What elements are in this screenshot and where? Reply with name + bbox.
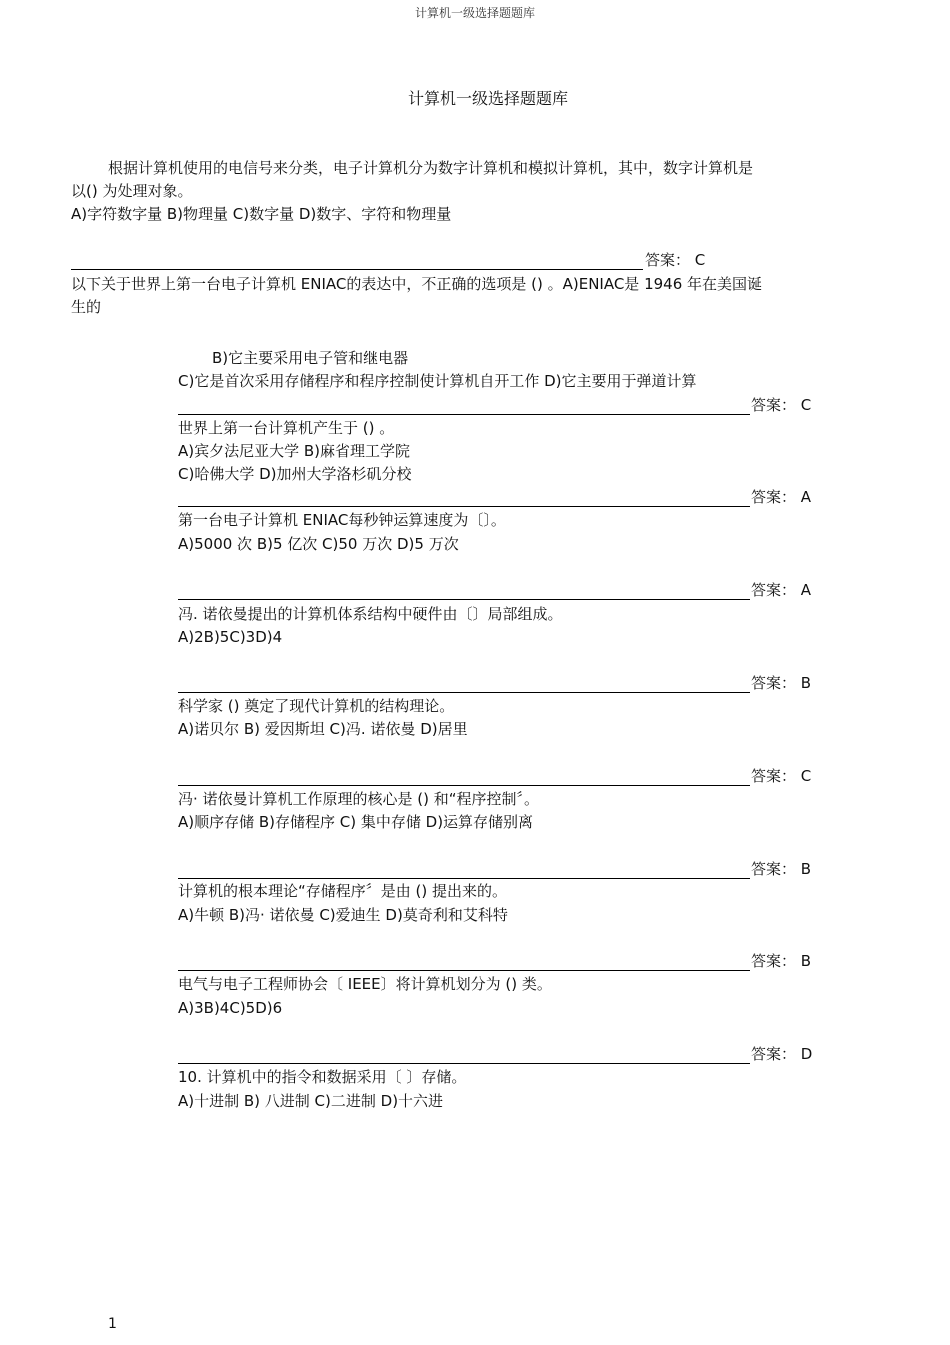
answer-rule [178,970,750,971]
answer-rule [178,1063,750,1064]
answer-label: 答案： B [751,952,812,970]
question-text: 冯· 诺依曼计算机工作原理的核心是 () 和“程序控制〞。 [178,790,540,808]
answer-label: 答案： B [751,860,812,878]
answer-label: 答案： C [751,767,812,785]
page-title: 计算机一级选择题题库 [407,89,568,108]
question-options: C)哈佛大学 D)加州大学洛杉矶分校 [178,465,412,483]
question-text: 生的 [71,298,102,316]
answer-rule [178,414,750,415]
answer-rule [178,785,750,786]
answer-rule [71,269,643,270]
answer-label: 答案： B [751,674,812,692]
question-text: 世界上第一台计算机产生于 () 。 [178,419,395,437]
question-options: A)十进制 B) 八进制 C)二进制 D)十六进 [178,1092,444,1110]
question-text: 冯. 诺依曼提出的计算机体系结构中硬件由〔〕局部组成。 [178,605,563,623]
question-text: 计算机的根本理论“存储程序〞是由 () 提出来的。 [178,882,508,900]
question-text: 以() 为处理对象。 [71,182,193,200]
page-number: 1 [108,1316,117,1332]
running-header: 计算机一级选择题题库 [414,6,535,20]
question-options: C)它是首次采用存储程序和程序控制使计算机自开工作 D)它主要用于弹道计算 [178,372,697,390]
question-options: A)顺序存储 B)存储程序 C) 集中存储 D)运算存储别离 [178,813,534,831]
answer-rule [178,692,750,693]
answer-rule [178,599,750,600]
question-options: A)宾夕法尼亚大学 B)麻省理工学院 [178,442,411,460]
question-text: 电气与电子工程师协会〔 IEEE〕将计算机划分为 () 类。 [178,975,552,993]
answer-rule [178,506,750,507]
question-options: A)诺贝尔 B) 爱因斯坦 C)冯. 诺依曼 D)居里 [178,720,468,738]
answer-label: 答案： A [751,581,812,599]
answer-label: 答案： C [645,251,706,269]
answer-label: 答案： A [751,488,812,506]
question-options: A)牛顿 B)冯· 诺依曼 C)爱迪生 D)莫奇利和艾科特 [178,906,508,924]
question-options: A)3B)4C)5D)6 [178,999,283,1017]
answer-label: 答案： D [751,1045,813,1063]
question-text: 以下关于世界上第一台电子计算机 ENIAC的表达中，不正确的选项是 () 。A)ENIAC是 1946 年在美国诞 [71,275,763,293]
question-options: B)它主要采用电子管和继电器 [212,349,409,367]
answer-label: 答案： C [751,396,812,414]
question-text: 第一台电子计算机 ENIAC每秒钟运算速度为〔〕。 [178,511,506,529]
answer-rule [178,878,750,879]
question-options: A)5000 次 B)5 亿次 C)50 万次 D)5 万次 [178,535,459,553]
question-text: 根据计算机使用的电信号来分类，电子计算机分为数字计算机和模拟计算机，其中，数字计算机是 [108,159,754,177]
question-options: A)字符数字量 B)物理量 C)数字量 D)数字、字符和物理量 [71,205,452,223]
question-text: 科学家 () 奠定了现代计算机的结构理论。 [178,697,455,715]
question-options: A)2B)5C)3D)4 [178,628,283,646]
question-text: 10. 计算机中的指令和数据采用〔 〕存储。 [178,1068,467,1086]
